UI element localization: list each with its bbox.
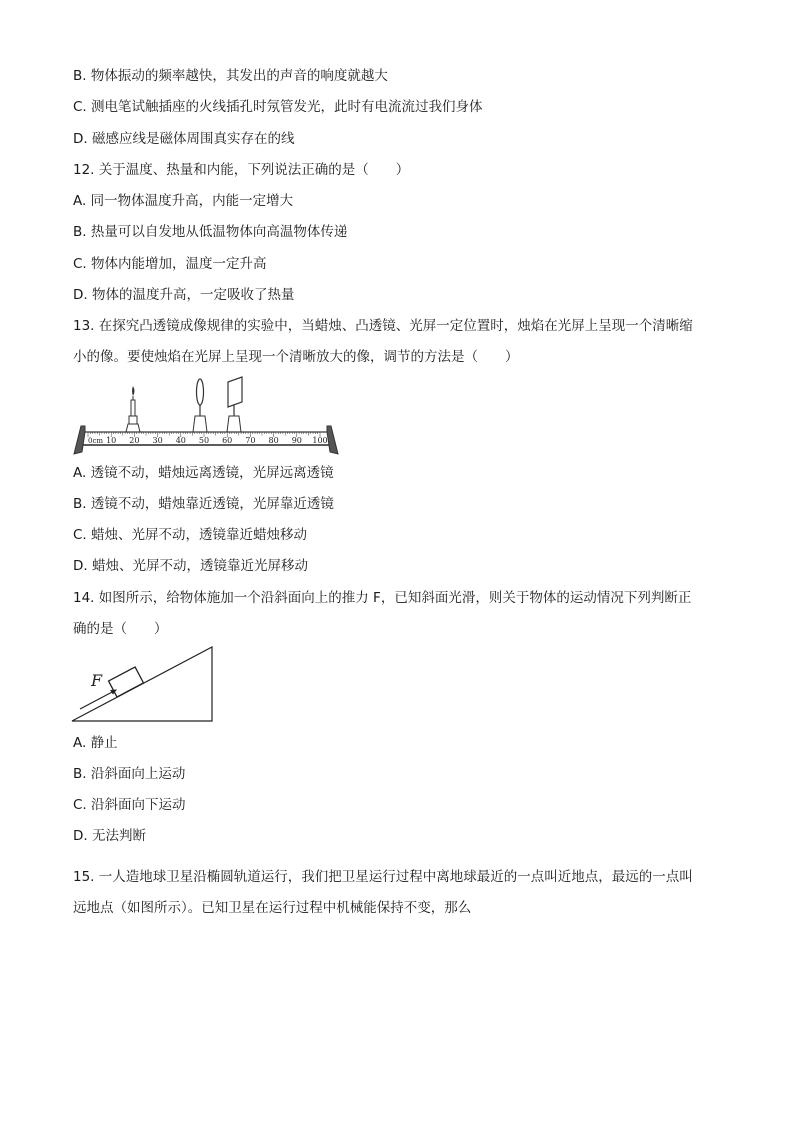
- q14-option-b: B. 沿斜面向上运动: [73, 766, 186, 782]
- q14-stem-line1: 14. 如图所示，给物体施加一个沿斜面向上的推力 F，已知斜面光滑，则关于物体的运动情况下列判断正: [73, 590, 692, 606]
- q12-option-a: A. 同一物体温度升高，内能一定增大: [73, 193, 294, 209]
- q11-option-c: C. 测电笔试触插座的火线插孔时氖管发光，此时有电流流过我们身体: [73, 99, 483, 115]
- bench-tick-label: 60: [222, 436, 233, 445]
- bench-left-support: [74, 426, 85, 454]
- q14-option-a: A. 静止: [73, 735, 118, 751]
- bench-tick-label: 90: [291, 436, 302, 445]
- q14-option-d: D. 无法判断: [73, 828, 146, 844]
- bench-unit-label: 0cm: [88, 437, 104, 445]
- bench-tick-label: 10: [106, 436, 117, 445]
- q11-option-d: D. 磁感应线是磁体周围真实存在的线: [73, 131, 295, 147]
- q13-option-d: D. 蜡烛、光屏不动，透镜靠近光屏移动: [73, 558, 308, 574]
- bench-right-support: [327, 426, 338, 454]
- bench-tick-label: 100: [312, 436, 328, 445]
- force-label: F: [91, 671, 103, 690]
- q12-option-c: C. 物体内能增加，温度一定升高: [73, 256, 267, 272]
- q13-option-b: B. 透镜不动，蜡烛靠近透镜，光屏靠近透镜: [73, 496, 334, 512]
- q14-stem-line2: 确的是（ ）: [73, 621, 168, 637]
- bench-tick-label: 70: [245, 436, 256, 445]
- q13-option-c: C. 蜡烛、光屏不动，透镜靠近蜡烛移动: [73, 527, 308, 543]
- q12-option-d: D. 物体的温度升高，一定吸收了热量: [73, 287, 295, 303]
- q12-option-b: B. 热量可以自发地从低温物体向高温物体传递: [73, 224, 348, 240]
- bench-tick-label: 30: [152, 436, 163, 445]
- bench-tick-label: 50: [198, 436, 210, 445]
- incline-figure: [70, 644, 216, 724]
- bench-tick-label: 80: [268, 436, 279, 445]
- q15-stem-line1: 15. 一人造地球卫星沿椭圆轨道运行，我们把卫星运行过程中离地球最近的一点叫近地点，最远的一点叫: [73, 869, 693, 885]
- q12-stem: 12. 关于温度、热量和内能，下列说法正确的是（ ）: [73, 162, 410, 178]
- q11-option-b: B. 物体振动的频率越快，其发出的声音的响度就越大: [73, 68, 388, 84]
- q15-stem-line2: 远地点（如图所示）。已知卫星在运行过程中机械能保持不变，那么: [73, 900, 472, 916]
- convex-lens: [193, 379, 207, 432]
- q13-stem-line2: 小的像。要使烛焰在光屏上呈现一个清晰放大的像，调节的方法是（ ）: [73, 349, 519, 365]
- bench-tick-label: 20: [129, 436, 140, 445]
- bench-tick-label: 40: [175, 436, 186, 445]
- q13-option-a: A. 透镜不动，蜡烛远离透镜，光屏远离透镜: [73, 465, 334, 481]
- candle: [126, 386, 140, 432]
- light-screen: [227, 377, 242, 432]
- q13-stem-line1: 13. 在探究凸透镜成像规律的实验中，当蜡烛、凸透镜、光屏一定位置时，烛焰在光屏上呈现一个清晰缩: [73, 318, 693, 334]
- optical-bench-figure: [70, 374, 342, 456]
- q14-option-c: C. 沿斜面向下运动: [73, 797, 186, 813]
